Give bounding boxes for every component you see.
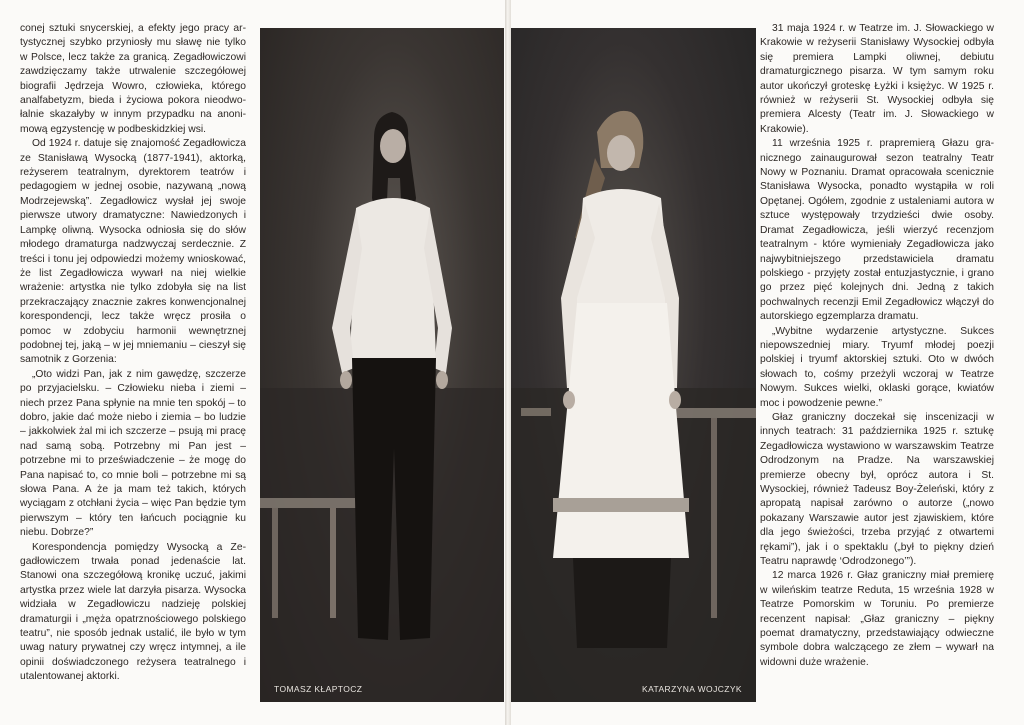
left-paragraph-3: „Oto widzi Pan, jak z nim gawędzę, szczerze po przyjacielsku. – Człowieku nieba i ziemi – niech przez Pana spłynie na mnie ten spokój – to dobro, jakie dać może niebo i ziemia – bo ludzie – jakkolwiek żal mi ich szczerze – psują mi pracę nad samą sobą. Potrzebny mi Pan jest – potrzebne mi to przeświadczenie – że mogę do Pana napisać to, co mnie boli – potrzebne mi są słowa Pana. A że ja mam też takich, których wyciągam z otchłani życia – więc Pan będzie tym pierwszym – który ten łańcuch pociągnie ku niebu. Dobrze?” <box>20 368 246 539</box>
photo-actress <box>511 28 756 702</box>
right-paragraph-1: 31 maja 1924 r. w Teatrze im. J. Słowackiego w Krakowie w reżyserii Stanisławy Wysockiej odbyła się premiera Lampki oliwnej, debiutu dramaturgicznego pisarza. W tym samym roku autor ukończył groteskę Łyżki i księżyc. W 1925 r. również w reżyserii St. Wysockiej odbyła się premiera Alcesty (Teatr im. J. Słowackiego w Krakowie). <box>760 23 994 135</box>
right-paragraph-2: 11 września 1925 r. prapremierą Głazu granicznego zainaugurował sezon teatralny Teatr Nowy w Poznaniu. Dramat opracowała scenicznie Stanisława Wysocka, ponadto wystąpiła w roli Opętanej. Ogółem, zgodnie z ustaleniami autora w sztuce występowały trzydzieści dwie osoby. Dramat Zegadłowicza, jeśli wierzyć recenzjom teatralnym - które wymieniały Zegadłowicza jako najwybitniejszego przedstawiciela dramatu polskiego - przyjęty został entuzjastycznie, i grano go przez pięć kolejnych dni. Jedną z takich pochwalnych recenzji Emil Zegadłowicz włączył do autorskiego egzemplarza dramatu. <box>760 138 994 323</box>
right-paragraph-3: „Wybitne wydarzenie artystyczne. Sukces niepowszedniej miary. Tryumf młodej poezji polskiej i tryumf aktorskiej sztuki. Oto w dwóch słowach to, cośmy przeżyli wczoraj w Teatrze Nowym. Sukces wielki, oklaski gorące, kwiatów moc i powodzenie pewne.” <box>760 325 994 409</box>
photo-caption-left: TOMASZ KŁAPTOCZ <box>274 684 363 694</box>
left-paragraph-2: Od 1924 r. datuje się znajomość Zegadłowicza ze Stanisławą Wysocką (1877-1941), aktorką, reżyserem teatralnym, dyrektorem teatrów i pedagogiem w jednej osobie, nazywaną „nową Modrzejewską”. Zegadłowicz wysłał jej swoje pierwsze utwory dramatyczne: Nawiedzonych i Lampkę oliwną. Wysocka odniosła się do słów młodego dramaturga nadzwyczaj serdecznie. Z treści i tonu jej odpowiedzi możemy wnioskować, że list Zegadłowicza wywarł na niej wielkie wrażenie: artystka nie tylko zdobyła się na list przekraczający znacznie zakres konwencjonalnej korespondencji, lecz także wręcz prosiła o pomoc w zdobyciu harmonii wewnętrznej podobnej tej, jaką – w jej mniemaniu – cieszył się samotnik z Gorzenia: <box>20 138 246 366</box>
left-text-column <box>20 22 246 685</box>
actor-figure-illustration <box>260 28 504 702</box>
photo-caption-right: KATARZYNA WOJCZYK <box>642 684 742 694</box>
left-paragraph-4: Korespondencja pomiędzy Wysocką a Zegadłowiczem trwała ponad jedenaście lat. Stanowi ona szczegółową kronikę uczuć, jakimi artystka przez wiele lat darzyła pisarza. Wysocka widziała w Zegadłowiczu nadzieję polskiej dramaturgii i „męża opatrznościowego polskiego teatru”, nie sposób jednak ustalić, ile było w tym uwag natury prywatnej czy wręcz intymnej, a ile opinii doświadczonego reżysera teatralnego i utalentowanej aktorki. <box>20 541 246 683</box>
left-paragraph-1: conej sztuki snycerskiej, a efekty jego pracy artystycznej szybko przyniosły mu sławę nie tylko w Polsce, lecz także za granicą. Zegadłowiczowi zawdzięczamy także utrwalenie szczegółowej biografii Jędrzeja Wowro, człowieka, którego analfabetyzm, bieda i życiowa pokora nieodwołalnie skazałyby w innym przypadku na anonimową egzystencję w podbeskidzkiej wsi. <box>20 23 246 135</box>
right-text-column <box>760 22 994 670</box>
right-paragraph-5: 12 marca 1926 r. Głaz graniczny miał premierę w wileńskim teatrze Reduta, 15 września 1928 w Teatrze Pomorskim w Toruniu. Po premierze recenzent napisał: „Głaz graniczny – piękny poemat dramatyczny, przedstawiający odwieczne symbole dobra walczącego ze złem – wywarł na widowni duże wrażenie. <box>760 570 994 668</box>
right-paragraph-4: Głaz graniczny doczekał się inscenizacji w innych teatrach: 31 października 1925 r. sztukę Zegadłowicza wystawiono w warszawskim Teatrze Odrodzonym na Pradze. Na warszawskiej premierze obecny był, oprócz autora i St. Wysockiej, również Tadeusz Boy-Żeleński, który z apropatą napisał zarówno o autorze („nowo pokazany Warszawie autor jest zjawiskiem, które dla jego świeżości, trzeba przyjąć z otwartemi rękami”), jak i o spektaklu („był to piękny dzień Teatru naprawdę ‘Odrodzonego’”). <box>760 411 994 568</box>
photo-actor <box>260 28 504 702</box>
actress-figure-illustration <box>511 28 756 702</box>
